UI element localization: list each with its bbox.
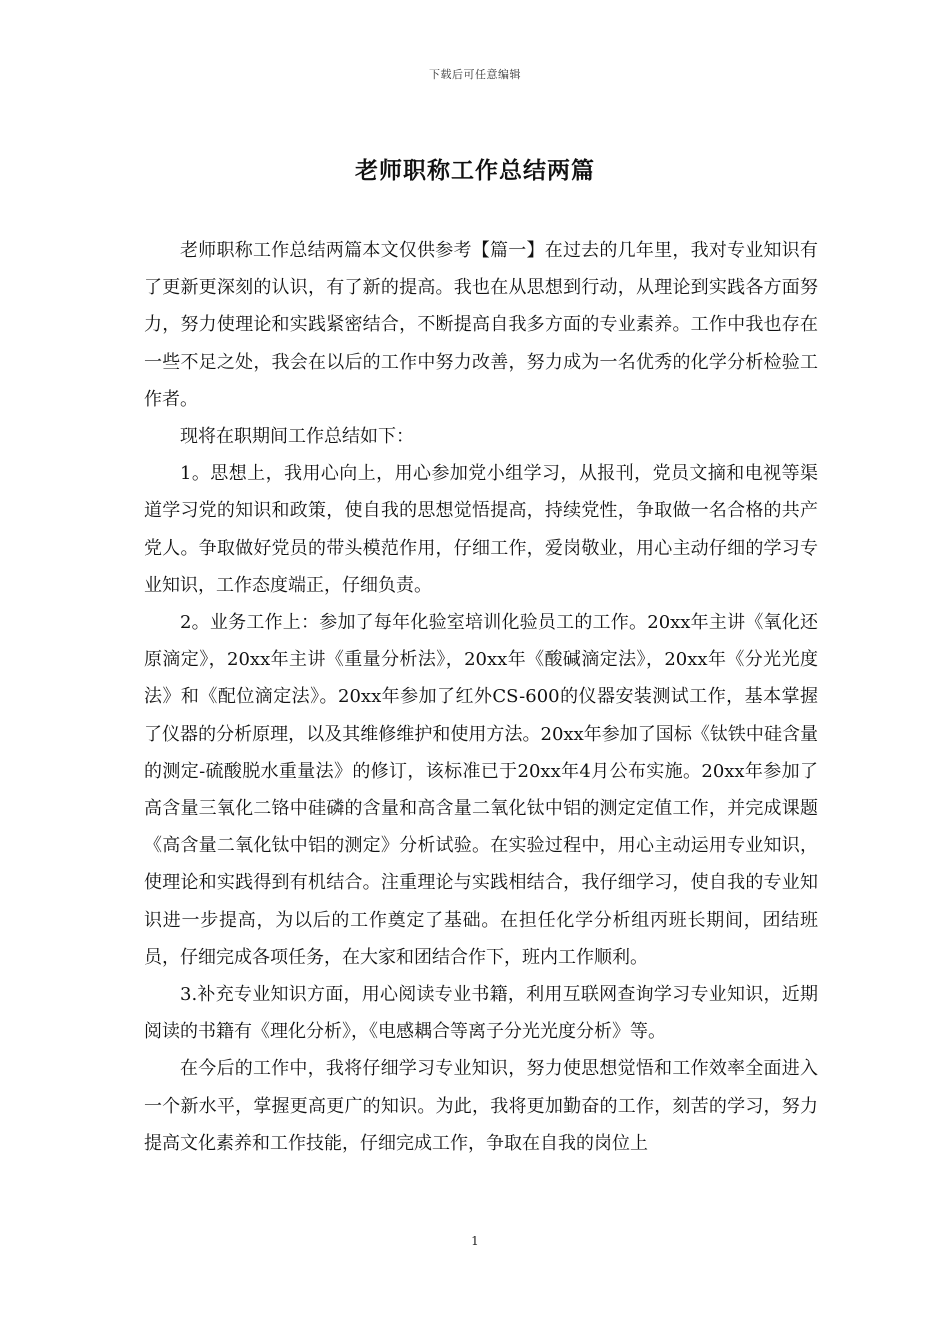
paragraph-business-work: 2。业务工作上：参加了每年化验室培训化验员工的工作。20xx年主讲《氧化还原滴定》，20xx年主讲《重量分析法》，20xx年《酸碱滴定法》，20xx年《分光光度法》和《配位滴定法》。20xx年参加了红外CS-600的仪器安装测试工作，基本掌握了仪器的分析原理，以及其维修维护和使用方法。20xx年参加了国标《钛铁中硅含量的测定-硫酸脱水重量法》的修订，该标准已于20xx年4月公布实施。20xx年参加了高含量三氧化二铬中硅磷的含量和高含量二氧化钛中铝的测定定值工作，并完成课题《高含量二氧化钛中铝的测定》分析试验。在实验过程中，用心主动运用专业知识，使理论和实践得到有机结合。注重理论与实践相结合，我仔细学习，使自我的专业知识进一步提高，为以后的工作奠定了基础。在担任化学分析组丙班长期间，团结班员，仔细完成各项任务，在大家和团结合作下，班内工作顺利。 [144, 612, 818, 968]
page-number: 1 [471, 1234, 479, 1248]
paragraph-intro: 老师职称工作总结两篇本文仅供参考【篇一】在过去的几年里，我对专业知识有了更新更深刻的认识，有了新的提高。我也在从思想到行动，从理论到实践各方面努力，努力使理论和实践紧密结合，不断提高自我多方面的专业素养。工作中我也存在一些不足之处，我会在以后的工作中努力改善，努力成为一名优秀的化学分析检验工作者。 [144, 240, 818, 410]
header-note: 下载后可任意编辑 [429, 68, 521, 81]
paragraph-professional-knowledge: 3.补充专业知识方面，用心阅读专业书籍，利用互联网查询学习专业知识，近期阅读的书籍有《理化分析》，《电感耦合等离子分光光度分析》等。 [144, 984, 818, 1043]
paragraph-future-work: 在今后的工作中，我将仔细学习专业知识，努力使思想觉悟和工作效率全面进入一个新水平，掌握更高更广的知识。为此，我将更加勤奋的工作，刻苦的学习，努力提高文化素养和工作技能，仔细完成工作，争取在自我的岗位上 [144, 1058, 818, 1154]
document-body [144, 232, 818, 1162]
paragraph-ideology: 1。思想上，我用心向上，用心参加党小组学习，从报刊，党员文摘和电视等渠道学习党的知识和政策，使自我的思想觉悟提高，持续党性，争取做一名合格的共产党人。争取做好党员的带头模范作用，仔细工作，爱岗敬业，用心主动仔细的学习专业知识，工作态度端正，仔细负责。 [144, 463, 818, 596]
document-title: 老师职称工作总结两篇 [355, 157, 595, 184]
paragraph-summary-lead: 现将在职期间工作总结如下： [180, 426, 414, 448]
